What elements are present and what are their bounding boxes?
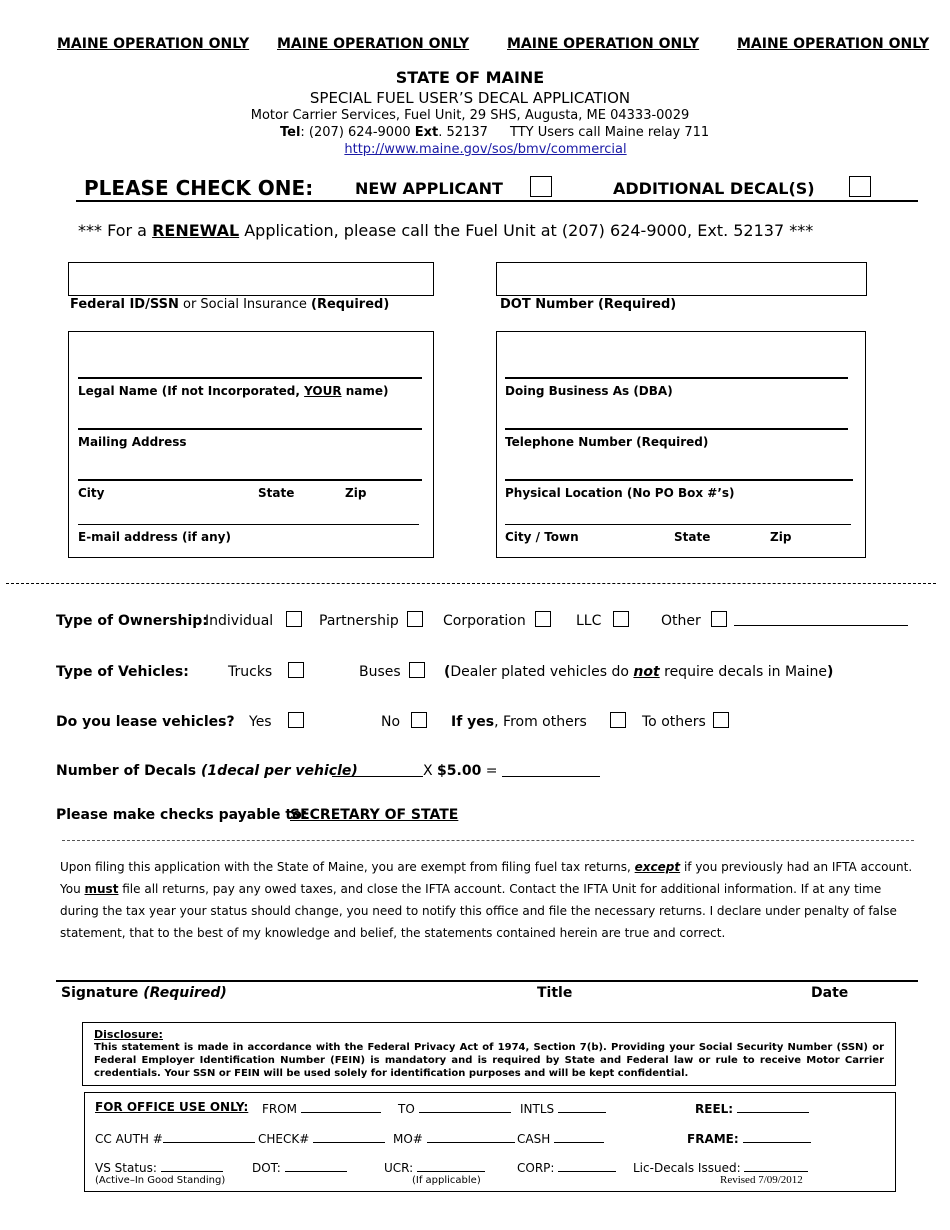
payable-to: SECRETARY OF STATE [290, 807, 459, 823]
city-state-zip-field[interactable] [78, 479, 422, 481]
city-town-field[interactable] [505, 524, 851, 525]
office-heading: FOR OFFICE USE ONLY: [95, 1100, 249, 1114]
statement-text [60, 856, 912, 944]
ownership-corporation-checkbox[interactable] [535, 611, 551, 627]
decals-equals: = [481, 763, 498, 779]
lease-from-others-checkbox[interactable] [610, 712, 626, 728]
tty-text: TTY Users call Maine relay 711 [510, 125, 710, 140]
banner-text-3: MAINE OPERATION ONLY [507, 36, 700, 52]
office-corp-label: CORP: [517, 1161, 555, 1175]
section-divider [6, 583, 936, 584]
office-cash [517, 1130, 604, 1146]
renewal-suffix: Application, please call the Fuel Unit at (207) 624-9000, Ext. 52137 *** [239, 221, 814, 240]
title-label: Title [537, 985, 573, 1001]
office-vs-status-label: VS Status: [95, 1161, 157, 1175]
lease-from-others-label: , From others [494, 714, 587, 730]
office-check [258, 1130, 385, 1146]
statement-divider [62, 840, 914, 841]
federal-id-label [70, 297, 389, 312]
state-label: State [258, 486, 295, 500]
office-reel-label: REEL: [695, 1102, 734, 1116]
ownership-partnership-label: Partnership [319, 613, 399, 629]
ownership-individual-checkbox[interactable] [286, 611, 302, 627]
additional-decals-label: ADDITIONAL DECAL(S) [613, 179, 815, 198]
telephone-label: Telephone Number (Required) [505, 435, 709, 449]
tel-value: : (207) 624-9000 [300, 125, 411, 140]
office-cc-auth [95, 1130, 255, 1146]
office-lic-field[interactable] [744, 1159, 808, 1172]
signature-label-text: Signature [61, 985, 144, 1001]
fein-req: (Required) [311, 297, 390, 312]
signature-field[interactable] [56, 980, 918, 982]
statement-except: except [634, 860, 681, 874]
mailing-address-label: Mailing Address [78, 435, 187, 449]
office-mo-label: MO# [393, 1132, 423, 1146]
office-frame-field[interactable] [743, 1130, 811, 1143]
business-zip-label: Zip [770, 530, 792, 544]
dealer-note-close: ) [827, 664, 834, 680]
decals-label: Number of Decals [56, 763, 202, 779]
office-to-field[interactable] [419, 1100, 511, 1113]
dot-number-label: DOT Number (Required) [500, 297, 677, 312]
fein-mid: or Social Insurance [178, 297, 312, 312]
banner-text-1: MAINE OPERATION ONLY [57, 36, 250, 52]
payable-label: Please make checks payable to: [56, 807, 308, 823]
lease-if-yes-label: If yes [451, 714, 495, 730]
disclosure-text: This statement is made in accordance with the Federal Privacy Act of 1974, Section 7(b). Providing your Social Security Number (SSN) or Federal Employer Identification Number (FEIN) is mandatory and is required by State and Federal law or rule to receive Motor Carrier credentials. Your SSN or FEIN will be used solely for identification purposes and will be kept confidential. [94, 1042, 884, 1079]
business-state-label: State [674, 530, 711, 544]
office-applicable-note: (If applicable) [412, 1175, 481, 1186]
statement-p1a: Upon filing this application with the State of Maine, you are exempt from filing fuel tax returns, [60, 860, 635, 874]
mailing-address-field[interactable] [78, 428, 422, 430]
decals-per: (1decal per vehicle) [201, 763, 358, 779]
ownership-other-checkbox[interactable] [711, 611, 727, 627]
decals-total-field[interactable] [502, 776, 600, 777]
renewal-notice [78, 221, 813, 240]
office-vs-status-field[interactable] [161, 1159, 223, 1172]
office-mo-field[interactable] [427, 1130, 515, 1143]
office-cc-auth-field[interactable] [163, 1130, 255, 1143]
lease-yes-label: Yes [249, 714, 272, 730]
office-check-label: CHECK# [258, 1132, 310, 1146]
office-check-field[interactable] [313, 1130, 385, 1143]
decals-price-value: $5.00 [437, 763, 482, 779]
decals-price [423, 763, 498, 779]
office-lic [633, 1159, 808, 1175]
office-ucr-label: UCR: [384, 1161, 414, 1175]
dealer-note-b: Dealer plated vehicles do [450, 664, 634, 680]
office-dot [252, 1159, 347, 1175]
office-corp [517, 1159, 616, 1175]
buses-checkbox[interactable] [409, 662, 425, 678]
banner-text-2: MAINE OPERATION ONLY [277, 36, 470, 52]
office-dot-label: DOT: [252, 1161, 281, 1175]
vehicles-label: Type of Vehicles: [56, 664, 189, 680]
revision-date: Revised 7/09/2012 [720, 1174, 803, 1186]
office-intls-label: INTLS [520, 1102, 555, 1116]
office-lic-label: Lic-Decals Issued: [633, 1161, 741, 1175]
statement-p2a: You [60, 882, 85, 896]
disclosure-box [82, 1022, 896, 1086]
renewal-prefix: *** For a [78, 221, 153, 240]
check-one-rule [76, 200, 918, 202]
statement-line-3: during the tax year your status should change, you need to notify this office and file the necessary returns. I declare under penalty of false [60, 904, 897, 918]
ownership-label: Type of Ownership: [56, 613, 208, 629]
ownership-corporation-label: Corporation [443, 613, 526, 629]
email-label: E-mail address (if any) [78, 530, 231, 544]
city-town-label: City / Town [505, 530, 579, 544]
additional-decals-checkbox[interactable] [849, 176, 871, 197]
ownership-llc-checkbox[interactable] [613, 611, 629, 627]
telephone-field[interactable] [505, 428, 848, 430]
trucks-checkbox[interactable] [288, 662, 304, 678]
physical-location-field[interactable] [505, 479, 853, 481]
decals-quantity-field[interactable] [332, 776, 423, 777]
renewal-keyword: RENEWAL [152, 221, 240, 240]
lease-to-others-checkbox[interactable] [713, 712, 729, 728]
ext-label: Ext [414, 125, 439, 140]
lease-to-others-label: To others [642, 714, 706, 730]
statement-line-4: statement, that to the best of my knowledge and belief, the statements contained herein are true and correct. [60, 926, 726, 940]
office-mo [393, 1130, 515, 1146]
check-one-label: PLEASE CHECK ONE: [84, 176, 314, 200]
office-frame-label: FRAME: [687, 1132, 739, 1146]
date-label: Date [811, 985, 849, 1001]
dot-number-input[interactable] [496, 262, 867, 296]
dba-label: Doing Business As (DBA) [505, 384, 673, 398]
dealer-note-c: require decals in Maine [659, 664, 828, 680]
office-cash-field[interactable] [554, 1130, 604, 1143]
dba-field[interactable] [505, 377, 848, 379]
ownership-other-label: Other [661, 613, 701, 629]
office-cash-label: CASH [517, 1132, 551, 1146]
legal-name-a: Legal Name (If not Incorporated, [78, 384, 305, 398]
city-label: City [78, 486, 105, 500]
office-from-field[interactable] [301, 1100, 381, 1113]
ownership-partnership-checkbox[interactable] [407, 611, 423, 627]
signature-label [61, 985, 227, 1001]
office-active-note: (Active–In Good Standing) [95, 1175, 226, 1186]
office-cc-auth-label: CC AUTH # [95, 1132, 163, 1146]
office-reel-field[interactable] [737, 1100, 809, 1113]
trucks-label: Trucks [228, 664, 273, 680]
ext-value: . 52137 [438, 125, 488, 140]
state-title: STATE OF MAINE [395, 68, 545, 87]
lease-no-checkbox[interactable] [411, 712, 427, 728]
office-from-label: FROM [262, 1102, 298, 1116]
lease-label: Do you lease vehicles? [56, 714, 235, 730]
disclosure-heading: Disclosure: [94, 1028, 163, 1041]
physical-location-label: Physical Location (No PO Box #’s) [505, 486, 735, 500]
dealer-note-open: ( [444, 664, 451, 680]
office-intls [520, 1100, 606, 1116]
new-applicant-checkbox[interactable] [530, 176, 552, 197]
lease-if-yes [451, 714, 587, 730]
statement-line-2 [60, 878, 912, 900]
office-frame [687, 1130, 811, 1146]
statement-must: must [84, 882, 119, 896]
agency-address: Motor Carrier Services, Fuel Unit, 29 SHS, Augusta, ME 04333-0029 [250, 108, 690, 123]
statement-line-1 [60, 856, 912, 878]
legal-name-label [78, 384, 389, 398]
office-ucr-field[interactable] [417, 1159, 485, 1172]
contact-line [280, 125, 709, 140]
ownership-other-field[interactable] [734, 625, 908, 626]
dealer-note-not: not [633, 664, 660, 680]
lease-no-label: No [381, 714, 401, 730]
statement-p2b: file all returns, pay any owed taxes, and close the IFTA account. Contact the IFTA Unit for additional information. If at any time [118, 882, 882, 896]
email-field[interactable] [78, 524, 419, 525]
buses-label: Buses [359, 664, 401, 680]
fein-bold: Federal ID/SSN [70, 297, 179, 312]
legal-name-field[interactable] [78, 377, 422, 379]
website-link[interactable]: http://www.maine.gov/sos/bmv/commercial [344, 142, 627, 157]
office-to [398, 1100, 511, 1116]
office-corp-field[interactable] [558, 1159, 616, 1172]
legal-name-b: name) [341, 384, 389, 398]
signature-required: (Required) [143, 985, 227, 1001]
office-dot-field[interactable] [285, 1159, 347, 1172]
ownership-row [56, 613, 208, 629]
office-reel [695, 1100, 809, 1116]
legal-name-your: YOUR [304, 384, 342, 398]
office-from [262, 1100, 381, 1116]
federal-id-input[interactable] [68, 262, 434, 296]
statement-p1b: if you previously had an IFTA account. [680, 860, 913, 874]
form-title: SPECIAL FUEL USER’S DECAL APPLICATION [309, 89, 631, 107]
zip-label: Zip [345, 486, 367, 500]
banner-text-4: MAINE OPERATION ONLY [737, 36, 930, 52]
office-to-label: TO [398, 1102, 415, 1116]
new-applicant-label: NEW APPLICANT [355, 179, 503, 198]
office-vs-status [95, 1159, 223, 1175]
decals-row [56, 763, 358, 779]
ownership-individual-label: Individual [205, 613, 274, 629]
lease-yes-checkbox[interactable] [288, 712, 304, 728]
office-ucr [384, 1159, 485, 1175]
dealer-note [444, 664, 833, 680]
office-intls-field[interactable] [558, 1100, 606, 1113]
tel-label: Tel [280, 125, 301, 140]
decals-times: X [423, 763, 438, 779]
ownership-llc-label: LLC [576, 613, 602, 629]
